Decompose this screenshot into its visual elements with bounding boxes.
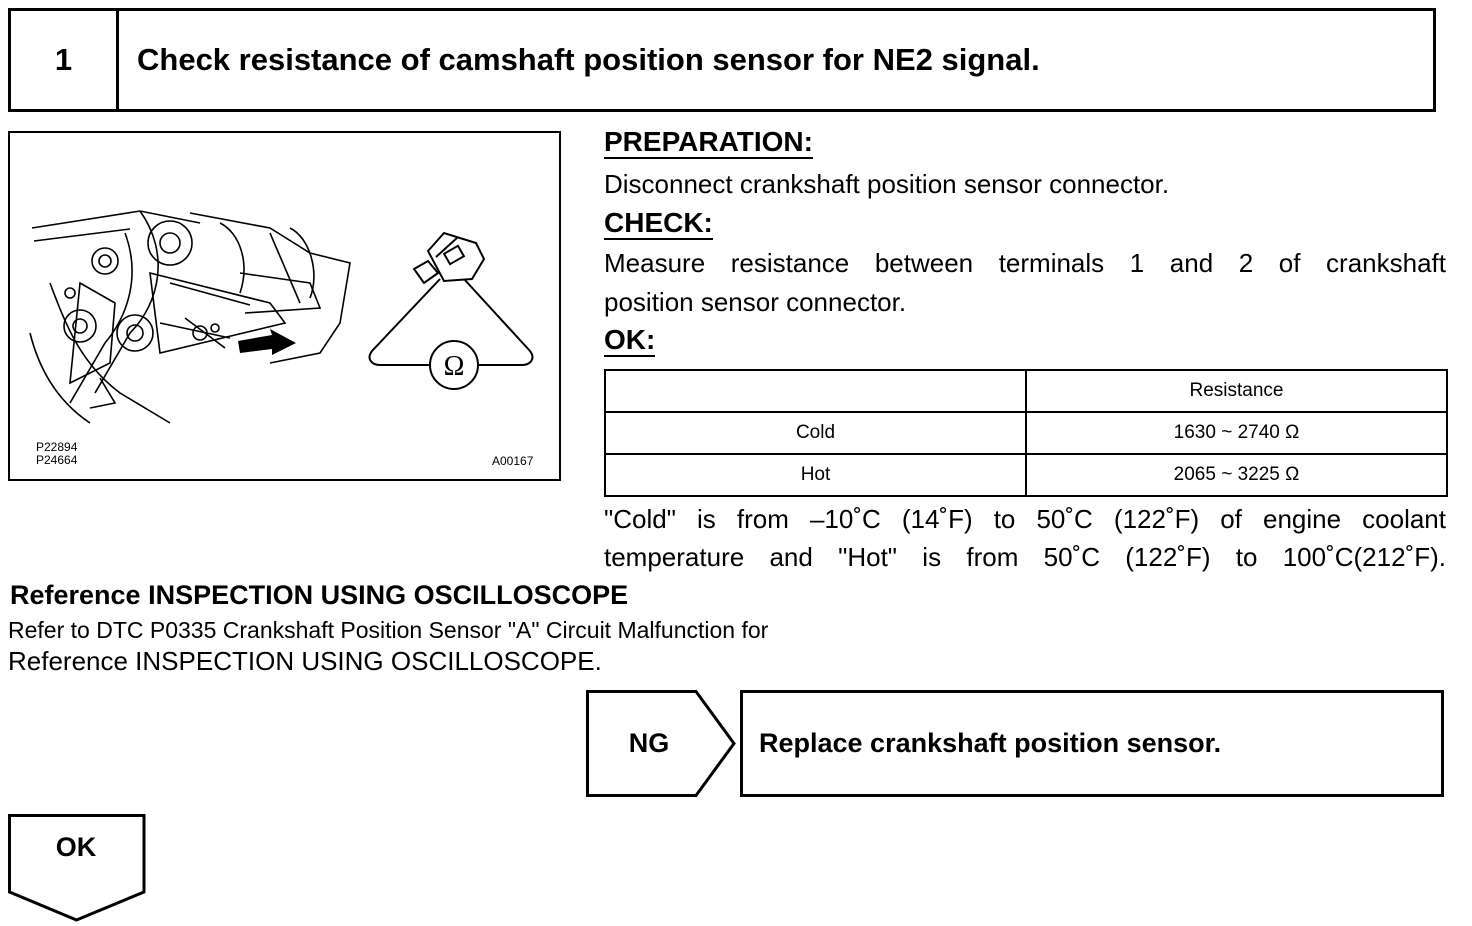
reference-heading: Reference INSPECTION USING OSCILLOSCOPE (10, 580, 629, 610)
table-row (605, 412, 1447, 454)
table-header-cell (605, 370, 1026, 412)
reference-line2: Reference INSPECTION USING OSCILLOSCOPE. (8, 646, 602, 676)
preparation-heading: PREPARATION: (604, 126, 813, 157)
ok-label: OK (55, 832, 97, 862)
ohm-symbol: Ω (443, 351, 465, 382)
step-title: Check resistance of camshaft position sensor for NE2 signal. (137, 42, 1040, 77)
ng-action-text: Replace crankshaft position sensor. (759, 728, 1222, 758)
ng-label: NG (628, 728, 670, 758)
ng-box (586, 690, 736, 797)
table-cell: 1630 ~ 2740 Ω (1026, 412, 1447, 454)
table-cell: 2065 ~ 3225 Ω (1026, 454, 1447, 496)
figure-code-right: A00167 (492, 454, 534, 468)
figure-code-left (36, 441, 77, 467)
table-header-cell: Resistance (1026, 370, 1447, 412)
check-text-line2: position sensor connector. (604, 287, 907, 317)
table-row (605, 454, 1447, 496)
temperature-note-line2: temperature and "Hot" is from 50˚C (122˚F) to 100˚C(212˚F). (604, 542, 1446, 572)
ng-action-box (740, 690, 1444, 797)
check-text-line1: Measure resistance between terminals 1 and 2 of crankshaft (604, 248, 1446, 278)
engine-diagram-icon (10, 133, 559, 479)
table-cell: Hot (605, 454, 1026, 496)
step-header (8, 8, 1436, 112)
preparation-text: Disconnect crankshaft position sensor connector. (604, 169, 1170, 199)
ok-box (8, 814, 148, 922)
figure-code-1: P22894 (36, 440, 78, 454)
check-heading: CHECK: (604, 207, 713, 238)
table-header-row (605, 370, 1447, 412)
ok-arrow-shape (8, 814, 148, 922)
step-number: 1 (11, 11, 119, 109)
figure-code-2: P24664 (36, 453, 78, 467)
resistance-table (604, 369, 1448, 497)
table-cell: Cold (605, 412, 1026, 454)
sensor-illustration (8, 131, 561, 481)
reference-line1: Refer to DTC P0335 Crankshaft Position Sensor "A" Circuit Malfunction for (8, 617, 769, 643)
temperature-note-line1: "Cold" is from –10˚C (14˚F) to 50˚C (122˚F) of engine coolant (604, 504, 1446, 534)
ok-heading: OK: (604, 324, 656, 355)
